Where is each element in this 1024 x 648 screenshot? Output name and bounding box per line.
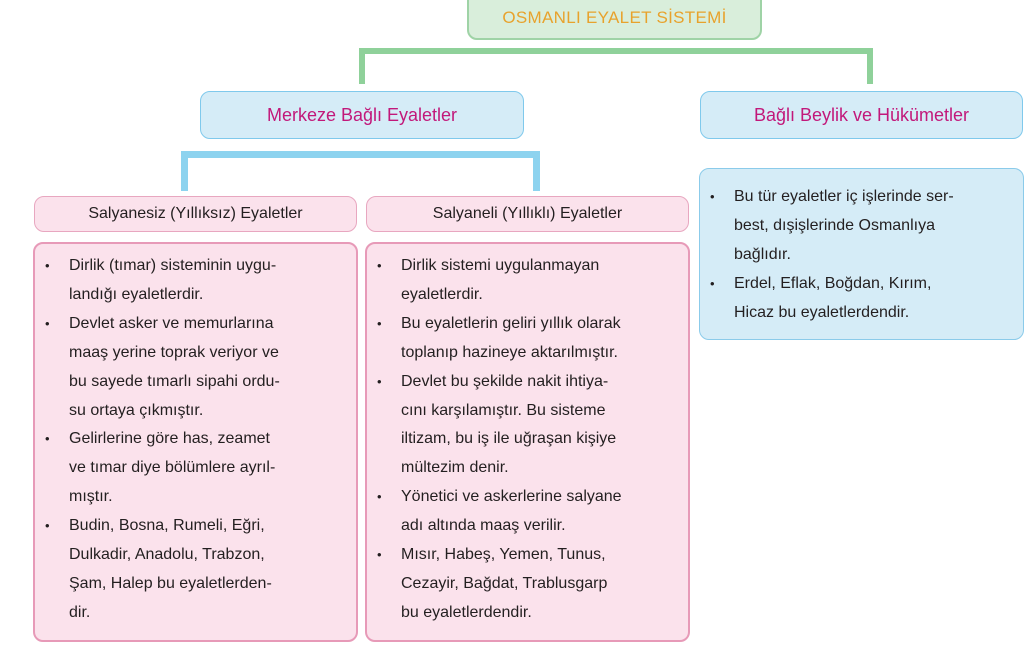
blue-connector-left-drop [181, 151, 188, 191]
green-connector-horizontal [359, 48, 873, 54]
list-item: • Gelirlerine göre has, zeamet ve tımar diye bölümlere ayrıl- mıştır. [35, 425, 356, 512]
list-item: • Bu tür eyaletler iç işlerinde ser- best, dışişlerinde Osmanlıya bağlıdır. [700, 183, 1023, 270]
salyaneli-list [367, 252, 688, 628]
subcategory-salyanesiz-label: Salyanesiz (Yıllıksız) Eyaletler [88, 205, 303, 222]
list-item: • Budin, Bosna, Rumeli, Eğri, Dulkadir, Anadolu, Trabzon, Şam, Halep bu eyaletlerden- dir. [35, 512, 356, 628]
category-central-box [200, 91, 524, 139]
salyanesiz-list [35, 252, 356, 628]
subcategory-salyaneli-box [366, 196, 689, 232]
list-item: • Devlet bu şekilde nakit ihtiya- cını karşılamıştır. Bu sisteme iltizam, bu iş ile uğraşan kişiye mültezim denir. [367, 368, 688, 484]
list-item: • Bu eyaletlerin geliri yıllık olarak toplanıp hazineye aktarılmıştır. [367, 310, 688, 368]
diagram-title: OSMANLI EYALET SİSTEMİ [502, 8, 727, 27]
list-item: • Yönetici ve askerlerine salyane adı altında maaş verilir. [367, 483, 688, 541]
salyaneli-content-box [365, 242, 690, 642]
diagram-title-box [467, 0, 762, 40]
subcategory-salyaneli-label: Salyaneli (Yıllıklı) Eyaletler [432, 205, 623, 222]
category-affiliated-label: Bağlı Beylik ve Hükümetler [753, 104, 970, 125]
list-item: • Mısır, Habeş, Yemen, Tunus, Cezayir, Bağdat, Trablusgarp bu eyaletlerdendir. [367, 541, 688, 628]
affiliated-content-box [699, 168, 1024, 340]
blue-connector-horizontal [181, 151, 540, 158]
list-item: • Devlet asker ve memurlarına maaş yerine toprak veriyor ve bu sayede tımarlı sipahi ordu- su ortaya çıkmıştır. [35, 310, 356, 426]
list-item: • Dirlik (tımar) sisteminin uygu- landığı eyaletlerdir. [35, 252, 356, 310]
subcategory-salyanesiz-box [34, 196, 357, 232]
green-connector-right-drop [867, 48, 873, 84]
list-item: • Erdel, Eflak, Boğdan, Kırım, Hicaz bu eyaletlerdendir. [700, 270, 1023, 328]
affiliated-list [700, 183, 1023, 328]
category-affiliated-box [700, 91, 1023, 139]
green-connector-left-drop [359, 48, 365, 84]
list-item: • Dirlik sistemi uygulanmayan eyaletlerdir. [367, 252, 688, 310]
category-central-label: Merkeze Bağlı Eyaletler [266, 104, 458, 125]
blue-connector-right-drop [533, 151, 540, 191]
salyanesiz-content-box [33, 242, 358, 642]
